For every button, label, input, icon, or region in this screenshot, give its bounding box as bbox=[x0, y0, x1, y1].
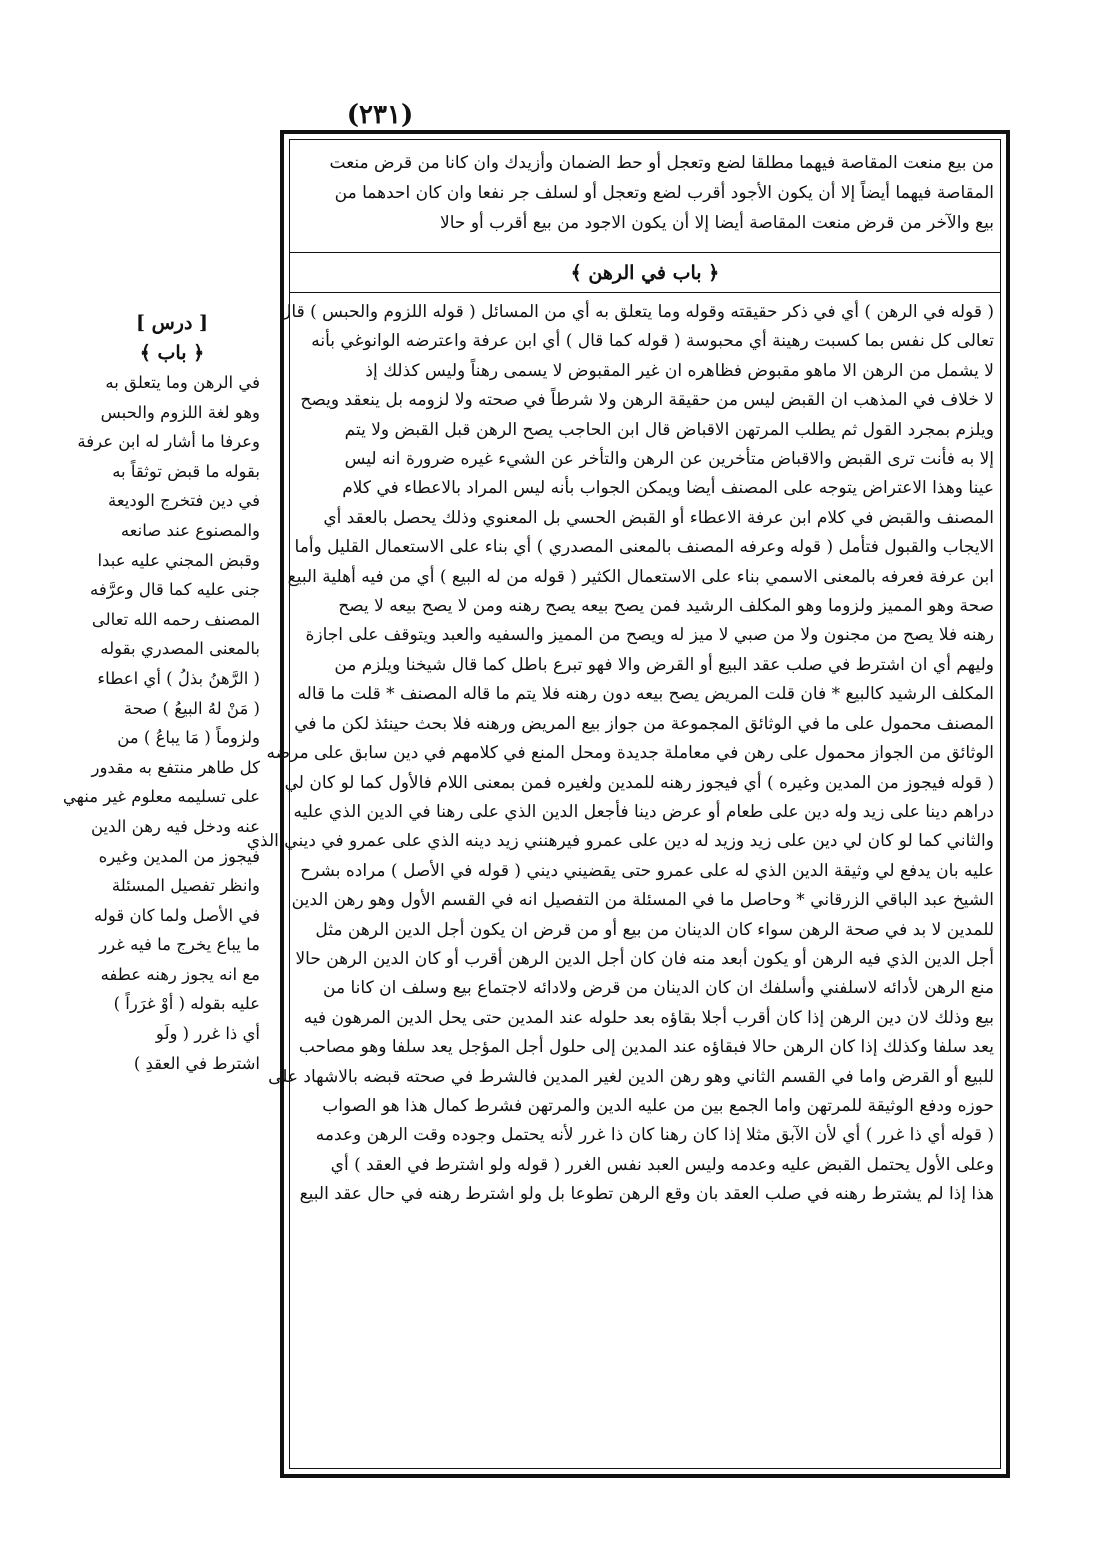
text-line: الشيخ عبد الباقي الزرقاني * وحاصل ما في المسئلة من التفصيل انه في القسم الأول وهو رهن الدين bbox=[291, 890, 994, 911]
text-line: أجل الدين الذي فيه الرهن أو يكون أبعد منه فان كان أجل الدين الرهن أقرب أو كان الدين الرهن حالا bbox=[295, 948, 994, 969]
text-line: المصنف محمول على ما في الوثائق المجموعة من جواز بيع المريض ورهنه فلا بحث حينئذ لكن ما في bbox=[294, 713, 994, 734]
text-line: ويلزم بمجرد القول ثم يطلب المرتهن الاقباض قال ابن الحاجب يصح الرهن قبل القبض ولا يتم bbox=[344, 419, 994, 440]
margin-line: بالمعنى المصدري بقوله bbox=[100, 639, 260, 659]
margin-line: في الأصل ولما كان قوله bbox=[94, 905, 260, 925]
text-line: وعلى الأول يحتمل القبض عليه وعدمه وليس العبد نفس الغرر ( قوله ولو اشترط في العقد ) أي bbox=[330, 1154, 994, 1175]
text-line: بيع والآخر من قرض منعت المقاصة أيضا إلا أن يكون الاجود من بيع أقرب أو حالا bbox=[440, 213, 994, 233]
margin-line: على تسليمه معلوم غير منهي bbox=[62, 787, 260, 807]
text-line: والثاني كما لو كان لي دين على زيد وزيد له دين على عمرو فيرهنني زيد دينه الذي على عمرو في ديني الذي bbox=[246, 831, 994, 852]
margin-line: ( الرَّهنُ بذلُ ) أي اعطاء bbox=[97, 668, 260, 688]
text-line: المصنف والقبض في كلام ابن عرفة الاعطاء أو القبض الحسي بل المعنوي وذلك يحصل بالعقد أي bbox=[323, 507, 994, 528]
margin-line: جنى عليه كما قال وعرَّفه bbox=[89, 580, 260, 600]
text-line: ( قوله في الرهن ) أي في ذكر حقيقته وقوله وما يتعلق به أي من المسائل ( قوله اللزوم والحبس ) قال bbox=[279, 302, 994, 322]
text-line: للمدين لا بد في صحة الرهن سواء كان الدينان من بيع أو من قرض ان يكون أجل الدين الرهن مثل bbox=[315, 919, 994, 940]
margin-line: وهو لغة اللزوم والحبس bbox=[100, 402, 260, 422]
text-line: رهنه فلا يصح من مجنون ولا من صبي لا ميز له ويصح من المميز والسفيه والعبد ويتوقف على اجازة bbox=[305, 625, 994, 646]
lesson-marker: [ درس ] bbox=[135, 312, 209, 334]
divider-rule bbox=[290, 292, 1000, 293]
text-line: صحة وهو المميز ولزوما وهو المكلف الرشيد فمن يصح بيعه يصح رهنه ومن لا يصح بيعه لا يصح bbox=[338, 596, 994, 617]
text-line: إلا به فأنت ترى القبض والاقباض متأخرين عن الرهن والتأخر عن الشيء غيره ضرورة انه ليس bbox=[344, 449, 994, 470]
text-line: حوزه ودفع الوثيقة للمرتهن واما الجمع بين من عليه الدين والمرتهن فشرط كمال هذا هو الصواب bbox=[322, 1095, 994, 1116]
margin-line: وعرفا ما أشار له ابن عرفة bbox=[77, 432, 260, 452]
margin-line: في دين فتخرج الوديعة bbox=[107, 491, 260, 511]
margin-line: اشترط في العقدِ ) bbox=[133, 1053, 260, 1073]
text-line: يعد سلفا وكذلك إذا كان الرهن حالا فبقاؤه عند المدين إلى حلول أجل المؤجل يعد سلفا وهو مصاحب bbox=[298, 1037, 994, 1058]
text-line: ( قوله فيجوز من المدين وغيره ) أي فيجوز رهنه للمدين ولغيره فمن بمعنى اللام فالأول كما لو كان لي bbox=[284, 772, 994, 793]
text-line: للبيع أو القرض واما في القسم الثاني وهو رهن الدين لغير المدين فالشرط في صحته قبضه بالاشهاد على bbox=[268, 1066, 994, 1087]
margin-line: مع انه يجوز رهنه عطفه bbox=[100, 964, 260, 984]
text-line: منع الرهن لأدائه لاسلفني وأسلفك ان كان الدينان من قرض ولادائه لاجتماع بيع وسلف ان كانا من bbox=[323, 978, 994, 999]
divider-rule bbox=[290, 252, 1000, 253]
margin-line: في الرهن وما يتعلق به bbox=[105, 373, 260, 392]
text-line: الايجاب والقبول فتأمل ( قوله وعرفه المصنف بالمعنى المصدري ) أي بناء على الاستعمال القليل وأما bbox=[294, 537, 994, 558]
text-line: عينا وهذا الاعتراض يتوجه على المصنف أيضا ويمكن الجواب بأنه ليس المراد بالاعطاء في كلام bbox=[342, 478, 994, 499]
chapter-heading: ﴿ باب في الرهن ﴾ bbox=[570, 262, 720, 284]
text-line: لا يشمل من الرهن الا ماهو مقبوض فظاهره ان غير المقبوض لا يسمى رهناً وليس كذلك إذ bbox=[365, 360, 994, 381]
margin-line: بقوله ما قبض توثقاً به bbox=[112, 461, 260, 481]
text-line: من بيع منعت المقاصة فيهما مطلقا لضع وتعجل أو حط الضمان وأزيدك وان كانا من قرض منعت bbox=[329, 153, 994, 173]
margin-line: فيجوز من المدين وغيره bbox=[98, 846, 260, 866]
page-number: (٢٣١) bbox=[346, 100, 414, 130]
text-line: وليهم أي ان اشترط في صلب عقد البيع أو القرض والا فهو تبرع باطل كما قال شيخنا ويلزم من bbox=[334, 654, 994, 675]
text-line: المكلف الرشيد كالبيع * فان قلت المريض يصح بيعه دون رهنه فلا يتم ما قاله المصنف * قلت ما قاله bbox=[297, 684, 994, 705]
text-line: الوثائق من الجواز محمول على رهن في معاملة جديدة ومحل المنع في كلامهم في دين سابق على مرضه bbox=[266, 743, 994, 764]
commentary-body bbox=[246, 298, 994, 1210]
margin-line: وقبض المجني عليه عبدا bbox=[97, 550, 260, 570]
margin-line: ولزوماً ( مَا يباعُ ) من bbox=[117, 728, 260, 748]
margin-column bbox=[62, 308, 260, 1078]
main-text-frame bbox=[246, 130, 1010, 1478]
margin-line: ما يباع يخرج ما فيه غرر bbox=[99, 935, 260, 955]
text-line: هذا إذا لم يشترط رهنه في صلب العقد بان وقع الرهن تطوعا بل ولو اشترط رهنه في حال عقد البيع bbox=[299, 1184, 994, 1205]
text-line: بيع وذلك لان دين الرهن إذا كان أقرب أجلا بقاؤه بعد حلوله عند المدين حتى يحل الدين المرهون فيه bbox=[303, 1007, 994, 1028]
margin-line: ( مَنْ لهُ البيعُ ) صحة bbox=[123, 698, 260, 718]
margin-line: عنه ودخل فيه رهن الدين bbox=[90, 816, 260, 836]
text-line: ابن عرفة فعرفه بالمعنى الاسمي بناء على الاستعمال الكثير ( قوله من له البيع ) أي من فيه أهلية البيع bbox=[287, 566, 994, 587]
text-line: عليه بان يدفع لي وثيقة الدين الذي له على عمرو حتى يقضيني ديني ( قوله في الأصل ) مراده بشرح bbox=[300, 860, 994, 881]
text-line: دراهم دينا على زيد وله دين على طعام أو عرض دينا فأجعل الدين الذي على رهنا في الدين الذي عليه bbox=[293, 801, 994, 822]
text-line: تعالى كل نفس بما كسبت رهينة أي محبوسة ( قوله كما قال ) أي ابن عرفة واعترضه الوانوغي بأنه bbox=[311, 331, 994, 352]
margin-line: والمصنوع عند صانعه bbox=[120, 520, 260, 540]
top-text-block bbox=[296, 148, 994, 238]
text-line: لا خلاف في المذهب ان القبض ليس من حقيقة الرهن ولا شرطاً في صحته ولا لزومه بل ينعقد ويصح bbox=[300, 390, 994, 411]
margin-line: وانظر تفصيل المسئلة bbox=[111, 876, 260, 896]
margin-line: كل طاهر منتفع به مقدور bbox=[91, 757, 260, 777]
margin-line: عليه بقوله ( أوْ غرَراً ) bbox=[113, 994, 260, 1014]
text-line: ( قوله أي ذا غرر ) أي لأن الآبق مثلا إذا كان رهنا كان ذا غرر لأنه يحتمل وجوده وقت الرهن وعدمه bbox=[315, 1125, 994, 1146]
text-line: المقاصة فيهما أيضاً إلا أن يكون الأجود أقرب لضع وتعجل أو لسلف جر نفعا وان كان احدهما من bbox=[334, 183, 994, 203]
margin-line: المصنف رحمه الله تعالى bbox=[91, 609, 260, 629]
margin-chapter-heading: ﴿ باب ﴾ bbox=[139, 342, 205, 364]
margin-line: أي ذا غرر ( ولَو bbox=[155, 1024, 260, 1044]
